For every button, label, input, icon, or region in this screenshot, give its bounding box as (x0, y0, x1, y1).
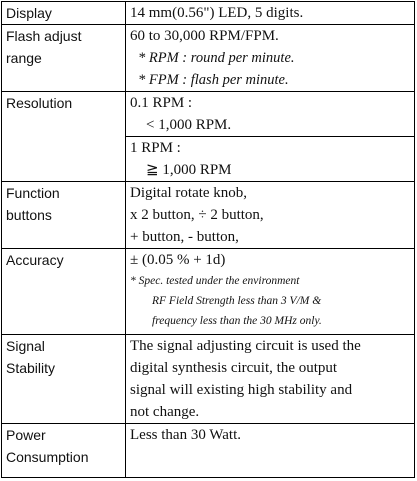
note-line: * FPM : flash per minute. (138, 72, 289, 88)
value-line: digital synthesis circuit, the output (130, 360, 338, 376)
spec-table (1, 1, 415, 478)
row-signal-stability (2, 335, 415, 424)
value-line: 14 mm(0.56") LED, 5 digits. (130, 5, 304, 21)
note-line: * RPM : round per minute. (138, 50, 295, 66)
row-power-consumption (2, 424, 415, 478)
label-line: Accuracy (6, 252, 64, 268)
label-line: range (6, 50, 42, 66)
row-accuracy (2, 249, 415, 335)
note-line: frequency less than the 30 MHz only. (152, 315, 322, 327)
label-resolution (2, 92, 126, 182)
label-line: Signal (6, 338, 45, 354)
value-accuracy (126, 249, 415, 335)
value-line: Digital rotate knob, (130, 185, 248, 201)
label-signal-stability (2, 335, 126, 424)
label-line: Resolution (6, 95, 73, 111)
row-function-buttons (2, 182, 415, 249)
row-resolution (2, 92, 415, 182)
label-line: Flash adjust (6, 28, 82, 44)
value-line: ≧ 1,000 RPM (146, 162, 232, 178)
label-line: Function (6, 185, 60, 201)
row-display (2, 2, 415, 25)
value-line: ± (0.05 % + 1d) (130, 252, 226, 268)
note-line: * Spec. tested under the environment (130, 275, 300, 287)
value-signal-stability (126, 335, 415, 424)
value-line: Less than 30 Watt. (130, 427, 241, 443)
label-flash-adjust (2, 25, 126, 92)
label-accuracy (2, 249, 126, 335)
value-line: + button, - button, (130, 229, 239, 245)
label-line: Power (6, 427, 46, 443)
label-display (2, 2, 126, 25)
row-flash-adjust (2, 25, 415, 92)
value-power-consumption (126, 424, 415, 478)
value-line: 0.1 RPM : (130, 95, 193, 111)
value-resolution (126, 92, 415, 182)
label-line: Consumption (6, 449, 89, 465)
value-line: 1 RPM : (130, 140, 181, 156)
label-line: buttons (6, 207, 52, 223)
value-line: The signal adjusting circuit is used the (130, 338, 361, 354)
value-flash-adjust (126, 25, 415, 92)
value-display (126, 2, 415, 25)
value-line: not change. (130, 404, 200, 420)
value-line: 60 to 30,000 RPM/FPM. (130, 28, 279, 44)
label-power-consumption (2, 424, 126, 478)
label-line: Stability (6, 360, 56, 376)
value-line: x 2 button, ÷ 2 button, (130, 207, 264, 223)
value-function-buttons (126, 182, 415, 249)
label-line: Display (6, 5, 52, 21)
label-function-buttons (2, 182, 126, 249)
value-line: < 1,000 RPM. (146, 117, 232, 133)
value-line: signal will existing high stability and (130, 382, 353, 398)
note-line: RF Field Strength less than 3 V/M & (152, 295, 322, 307)
